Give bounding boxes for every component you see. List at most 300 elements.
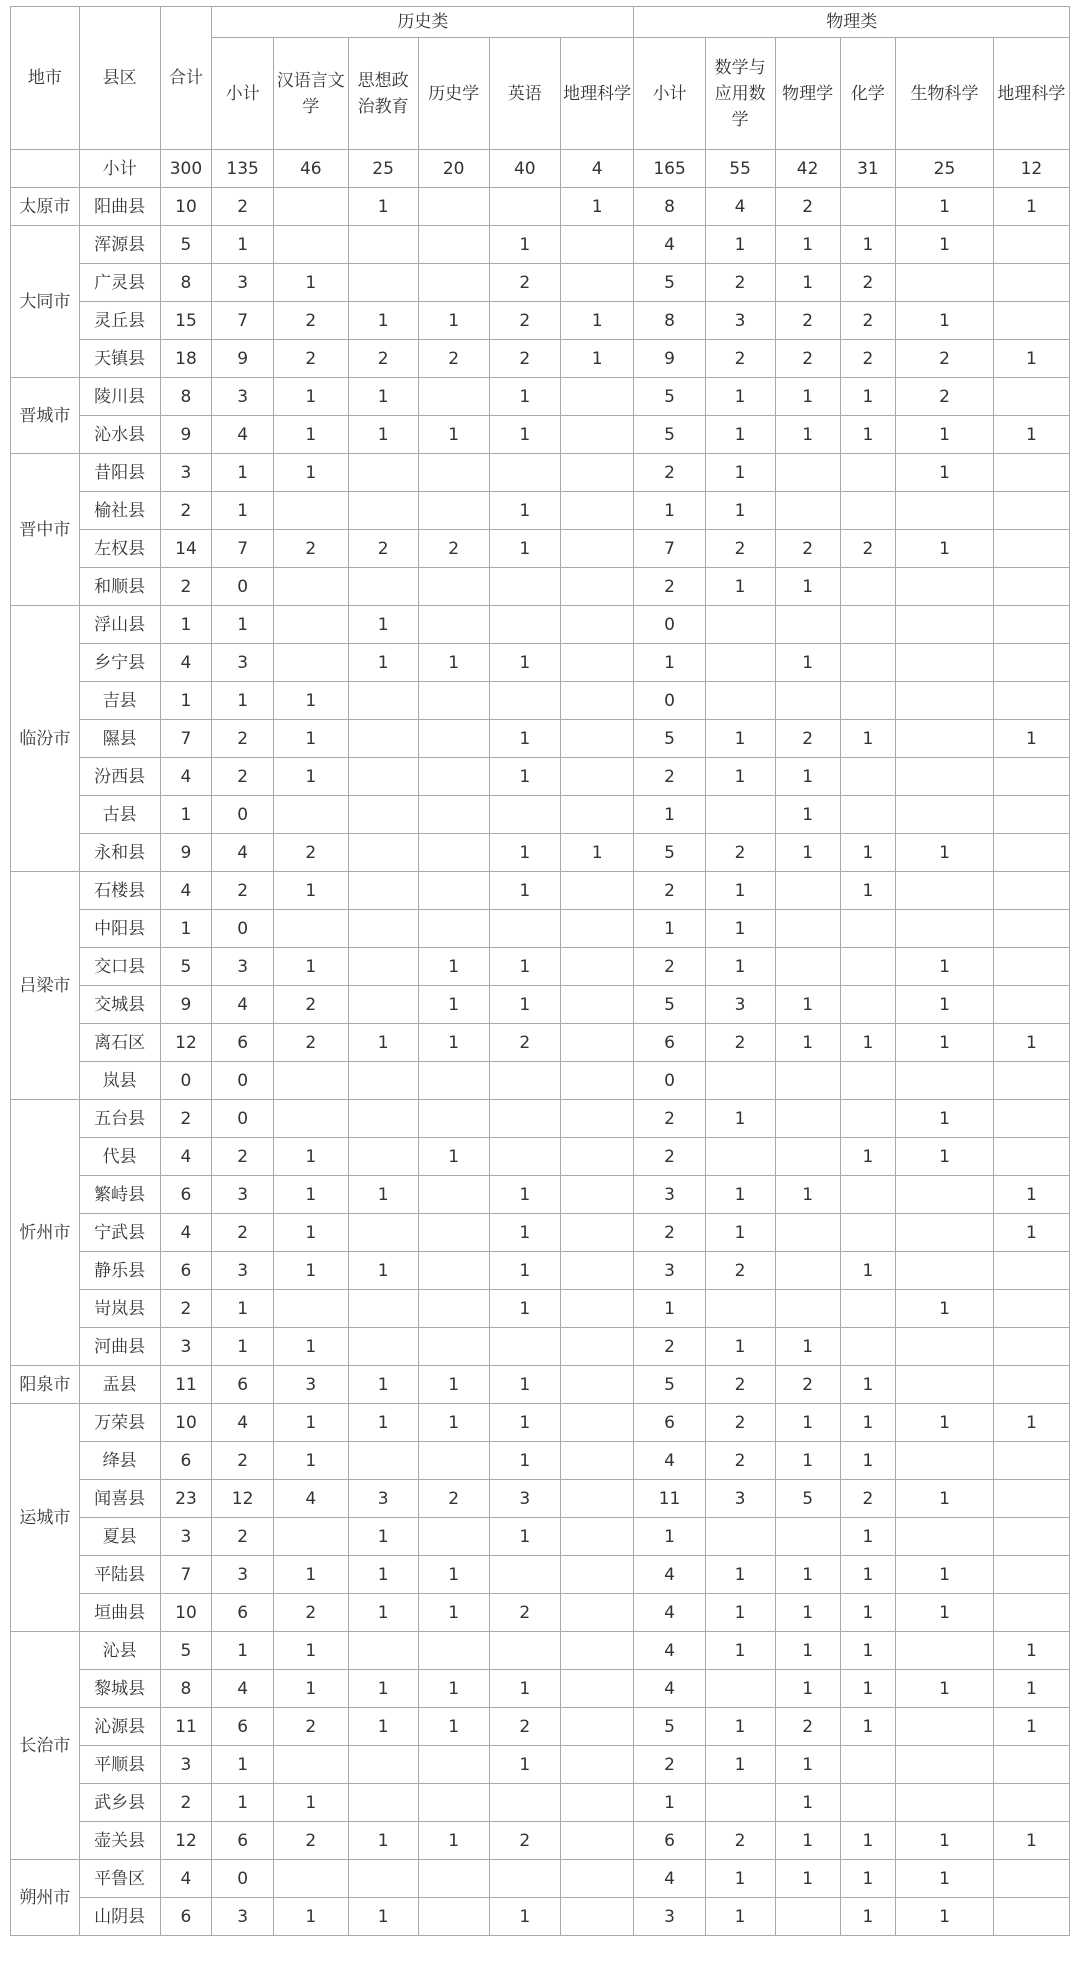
count-cell: 1 xyxy=(348,1898,418,1936)
count-cell: 2 xyxy=(634,1138,705,1176)
count-cell: 3 xyxy=(212,1176,274,1214)
count-cell: 11 xyxy=(634,1480,705,1518)
count-cell: 1 xyxy=(705,378,775,416)
count-cell xyxy=(348,1100,418,1138)
count-cell: 1 xyxy=(348,1176,418,1214)
count-cell xyxy=(993,1100,1069,1138)
header-total: 合计 xyxy=(160,7,212,150)
count-cell: 2 xyxy=(634,454,705,492)
count-cell: 1 xyxy=(489,720,560,758)
count-cell: 1 xyxy=(993,1708,1069,1746)
count-cell xyxy=(993,378,1069,416)
county-cell: 沁源县 xyxy=(79,1708,160,1746)
count-cell: 1 xyxy=(993,1024,1069,1062)
count-cell: 2 xyxy=(160,1290,212,1328)
count-cell: 2 xyxy=(840,302,895,340)
count-cell xyxy=(348,492,418,530)
count-cell: 1 xyxy=(705,1100,775,1138)
table-row xyxy=(11,1024,1070,1062)
count-cell: 15 xyxy=(160,302,212,340)
count-cell: 1 xyxy=(273,1556,348,1594)
count-cell: 1 xyxy=(489,1670,560,1708)
subtotal-cell: 25 xyxy=(348,150,418,188)
subtotal-cell: 42 xyxy=(775,150,840,188)
count-cell xyxy=(896,1746,994,1784)
count-cell: 1 xyxy=(840,1024,895,1062)
count-cell xyxy=(489,1784,560,1822)
count-cell xyxy=(560,910,634,948)
count-cell: 6 xyxy=(634,1822,705,1860)
count-cell: 2 xyxy=(705,340,775,378)
count-cell: 6 xyxy=(160,1898,212,1936)
table-row xyxy=(11,644,1070,682)
count-cell: 0 xyxy=(212,796,274,834)
count-cell: 3 xyxy=(705,1480,775,1518)
count-cell xyxy=(418,720,489,758)
count-cell xyxy=(840,1214,895,1252)
count-cell: 2 xyxy=(489,1024,560,1062)
count-cell xyxy=(418,1062,489,1100)
county-cell: 灵丘县 xyxy=(79,302,160,340)
count-cell xyxy=(993,834,1069,872)
count-cell: 1 xyxy=(273,948,348,986)
count-cell: 1 xyxy=(212,492,274,530)
count-cell xyxy=(418,1214,489,1252)
count-cell xyxy=(993,1366,1069,1404)
count-cell: 2 xyxy=(160,568,212,606)
count-cell: 8 xyxy=(160,378,212,416)
count-cell: 2 xyxy=(840,264,895,302)
count-cell: 9 xyxy=(160,834,212,872)
count-cell: 1 xyxy=(348,1404,418,1442)
count-cell: 3 xyxy=(160,1746,212,1784)
count-cell: 2 xyxy=(896,378,994,416)
count-cell: 1 xyxy=(212,226,274,264)
count-cell: 2 xyxy=(634,1100,705,1138)
count-cell xyxy=(840,606,895,644)
count-cell: 2 xyxy=(273,1822,348,1860)
count-cell xyxy=(896,1062,994,1100)
count-cell: 1 xyxy=(273,758,348,796)
count-cell: 11 xyxy=(160,1708,212,1746)
count-cell xyxy=(560,1860,634,1898)
count-cell xyxy=(993,796,1069,834)
count-cell: 23 xyxy=(160,1480,212,1518)
count-cell: 1 xyxy=(840,1860,895,1898)
count-cell: 2 xyxy=(212,720,274,758)
count-cell: 6 xyxy=(212,1594,274,1632)
count-cell xyxy=(489,1100,560,1138)
count-cell: 1 xyxy=(896,1100,994,1138)
count-cell xyxy=(348,1784,418,1822)
count-cell: 2 xyxy=(212,1214,274,1252)
count-cell xyxy=(348,1746,418,1784)
count-cell xyxy=(418,1100,489,1138)
county-cell: 河曲县 xyxy=(79,1328,160,1366)
count-cell: 1 xyxy=(705,720,775,758)
count-cell xyxy=(560,1518,634,1556)
count-cell: 1 xyxy=(273,416,348,454)
count-cell xyxy=(840,758,895,796)
count-cell: 4 xyxy=(212,1670,274,1708)
count-cell xyxy=(993,1746,1069,1784)
count-cell: 5 xyxy=(634,264,705,302)
count-cell: 3 xyxy=(634,1898,705,1936)
count-cell xyxy=(705,1784,775,1822)
count-cell: 1 xyxy=(489,416,560,454)
county-cell: 平鲁区 xyxy=(79,1860,160,1898)
count-cell: 2 xyxy=(273,1594,348,1632)
count-cell xyxy=(705,1670,775,1708)
count-cell: 1 xyxy=(418,1138,489,1176)
county-cell: 古县 xyxy=(79,796,160,834)
count-cell: 1 xyxy=(705,568,775,606)
count-cell xyxy=(418,378,489,416)
count-cell xyxy=(348,910,418,948)
city-cell: 晋城市 xyxy=(11,378,80,454)
header-chinese-literature: 汉语言文学 xyxy=(273,38,348,150)
table-row xyxy=(11,1594,1070,1632)
count-cell xyxy=(560,1100,634,1138)
count-cell xyxy=(993,682,1069,720)
count-cell xyxy=(418,1518,489,1556)
count-cell xyxy=(560,1784,634,1822)
count-cell xyxy=(418,682,489,720)
count-cell: 5 xyxy=(775,1480,840,1518)
count-cell xyxy=(348,1138,418,1176)
count-cell xyxy=(560,1328,634,1366)
count-cell xyxy=(273,492,348,530)
count-cell: 2 xyxy=(634,568,705,606)
count-cell: 1 xyxy=(489,492,560,530)
count-cell xyxy=(560,606,634,644)
city-cell: 临汾市 xyxy=(11,606,80,872)
county-cell: 闻喜县 xyxy=(79,1480,160,1518)
count-cell: 3 xyxy=(705,986,775,1024)
count-cell: 1 xyxy=(418,416,489,454)
count-cell: 1 xyxy=(840,1518,895,1556)
count-cell xyxy=(775,948,840,986)
count-cell xyxy=(993,492,1069,530)
count-cell: 1 xyxy=(560,302,634,340)
count-cell xyxy=(560,1632,634,1670)
count-cell: 1 xyxy=(705,454,775,492)
count-cell: 10 xyxy=(160,188,212,226)
count-cell: 0 xyxy=(634,606,705,644)
count-cell: 1 xyxy=(840,1708,895,1746)
count-cell: 1 xyxy=(993,1632,1069,1670)
count-cell: 4 xyxy=(273,1480,348,1518)
count-cell: 0 xyxy=(634,682,705,720)
count-cell: 7 xyxy=(212,530,274,568)
count-cell xyxy=(348,796,418,834)
count-cell xyxy=(896,1708,994,1746)
count-cell: 4 xyxy=(212,834,274,872)
count-cell xyxy=(560,1138,634,1176)
count-cell: 1 xyxy=(840,1556,895,1594)
count-cell: 1 xyxy=(705,1860,775,1898)
count-cell: 1 xyxy=(273,1138,348,1176)
count-cell: 2 xyxy=(775,1708,840,1746)
county-cell: 隰县 xyxy=(79,720,160,758)
count-cell: 0 xyxy=(212,1100,274,1138)
count-cell: 1 xyxy=(775,1746,840,1784)
count-cell: 1 xyxy=(212,682,274,720)
count-cell xyxy=(489,910,560,948)
count-cell xyxy=(896,910,994,948)
count-cell: 3 xyxy=(212,1898,274,1936)
count-cell xyxy=(775,1898,840,1936)
table-row xyxy=(11,606,1070,644)
city-cell: 运城市 xyxy=(11,1404,80,1632)
count-cell: 1 xyxy=(775,264,840,302)
count-cell xyxy=(489,1632,560,1670)
count-cell xyxy=(273,188,348,226)
count-cell: 1 xyxy=(489,1366,560,1404)
county-cell: 榆社县 xyxy=(79,492,160,530)
count-cell: 1 xyxy=(993,340,1069,378)
count-cell xyxy=(560,1822,634,1860)
subtotal-cell: 165 xyxy=(634,150,705,188)
count-cell xyxy=(993,948,1069,986)
count-cell: 2 xyxy=(896,340,994,378)
table-row xyxy=(11,1708,1070,1746)
count-cell xyxy=(560,492,634,530)
count-cell: 2 xyxy=(273,1024,348,1062)
count-cell xyxy=(993,1252,1069,1290)
count-cell: 1 xyxy=(840,416,895,454)
count-cell: 1 xyxy=(775,568,840,606)
count-cell xyxy=(418,1176,489,1214)
count-cell xyxy=(896,606,994,644)
count-cell: 1 xyxy=(705,1898,775,1936)
count-cell xyxy=(418,188,489,226)
count-cell xyxy=(348,1632,418,1670)
count-cell: 1 xyxy=(273,1176,348,1214)
count-cell: 1 xyxy=(418,948,489,986)
count-cell: 5 xyxy=(634,1366,705,1404)
count-cell xyxy=(993,568,1069,606)
count-cell xyxy=(560,720,634,758)
count-cell: 4 xyxy=(634,1442,705,1480)
count-cell xyxy=(840,1746,895,1784)
count-cell: 1 xyxy=(634,1784,705,1822)
count-cell: 1 xyxy=(160,682,212,720)
count-cell: 1 xyxy=(993,188,1069,226)
header-chemistry: 化学 xyxy=(840,38,895,150)
count-cell: 1 xyxy=(840,1138,895,1176)
count-cell: 4 xyxy=(212,416,274,454)
count-cell xyxy=(840,1328,895,1366)
count-cell xyxy=(993,1594,1069,1632)
count-cell: 1 xyxy=(775,1670,840,1708)
count-cell xyxy=(896,1328,994,1366)
table-row xyxy=(11,1252,1070,1290)
count-cell xyxy=(418,758,489,796)
count-cell: 2 xyxy=(212,1138,274,1176)
count-cell: 1 xyxy=(273,264,348,302)
county-cell: 平顺县 xyxy=(79,1746,160,1784)
table-row xyxy=(11,530,1070,568)
subtotal-label: 小计 xyxy=(79,150,160,188)
count-cell: 2 xyxy=(775,340,840,378)
count-cell xyxy=(705,644,775,682)
county-cell: 夏县 xyxy=(79,1518,160,1556)
subtotal-cell: 55 xyxy=(705,150,775,188)
city-cell: 大同市 xyxy=(11,226,80,378)
count-cell: 1 xyxy=(560,834,634,872)
count-cell: 1 xyxy=(775,644,840,682)
count-cell: 2 xyxy=(705,1442,775,1480)
count-cell: 2 xyxy=(840,340,895,378)
count-cell xyxy=(993,302,1069,340)
county-cell: 交口县 xyxy=(79,948,160,986)
count-cell: 1 xyxy=(489,948,560,986)
count-cell: 3 xyxy=(273,1366,348,1404)
count-cell: 1 xyxy=(775,1556,840,1594)
count-cell xyxy=(418,226,489,264)
count-cell: 1 xyxy=(705,1632,775,1670)
count-cell: 1 xyxy=(840,1404,895,1442)
count-cell: 1 xyxy=(560,188,634,226)
count-cell xyxy=(418,1898,489,1936)
count-cell xyxy=(489,1328,560,1366)
count-cell: 1 xyxy=(896,1290,994,1328)
count-cell: 4 xyxy=(634,1860,705,1898)
count-cell xyxy=(896,1214,994,1252)
count-cell: 6 xyxy=(212,1366,274,1404)
table-row xyxy=(11,1898,1070,1936)
count-cell xyxy=(273,1860,348,1898)
count-cell xyxy=(273,910,348,948)
count-cell: 2 xyxy=(212,188,274,226)
count-cell: 1 xyxy=(160,606,212,644)
count-cell: 4 xyxy=(705,188,775,226)
subtotal-cell: 300 xyxy=(160,150,212,188)
count-cell xyxy=(993,1328,1069,1366)
count-cell: 7 xyxy=(160,1556,212,1594)
count-cell xyxy=(348,720,418,758)
count-cell xyxy=(560,796,634,834)
count-cell xyxy=(896,1366,994,1404)
count-cell: 1 xyxy=(348,1708,418,1746)
count-cell: 1 xyxy=(896,1404,994,1442)
count-cell: 4 xyxy=(634,1632,705,1670)
count-cell xyxy=(489,454,560,492)
count-cell: 1 xyxy=(896,948,994,986)
table-row xyxy=(11,1822,1070,1860)
count-cell xyxy=(560,1898,634,1936)
count-cell xyxy=(418,568,489,606)
county-cell: 乡宁县 xyxy=(79,644,160,682)
count-cell: 1 xyxy=(775,796,840,834)
count-cell: 3 xyxy=(212,378,274,416)
count-cell: 1 xyxy=(418,644,489,682)
count-cell: 1 xyxy=(418,1670,489,1708)
count-cell xyxy=(896,1632,994,1670)
count-cell xyxy=(348,758,418,796)
count-cell xyxy=(993,1290,1069,1328)
county-cell: 和顺县 xyxy=(79,568,160,606)
count-cell xyxy=(840,454,895,492)
count-cell xyxy=(993,606,1069,644)
count-cell: 3 xyxy=(160,1518,212,1556)
count-cell: 6 xyxy=(634,1024,705,1062)
count-cell: 6 xyxy=(212,1708,274,1746)
count-cell: 1 xyxy=(348,1594,418,1632)
count-cell xyxy=(705,796,775,834)
count-cell: 14 xyxy=(160,530,212,568)
count-cell xyxy=(993,264,1069,302)
count-cell: 1 xyxy=(775,378,840,416)
count-cell xyxy=(560,454,634,492)
count-cell: 1 xyxy=(489,758,560,796)
count-cell: 3 xyxy=(212,644,274,682)
count-cell: 3 xyxy=(212,948,274,986)
count-cell: 1 xyxy=(775,1784,840,1822)
count-cell xyxy=(840,910,895,948)
count-cell: 1 xyxy=(705,1556,775,1594)
count-cell xyxy=(560,1214,634,1252)
count-cell xyxy=(775,1062,840,1100)
count-cell: 1 xyxy=(489,1442,560,1480)
count-cell: 2 xyxy=(705,1366,775,1404)
table-row xyxy=(11,834,1070,872)
count-cell xyxy=(418,1290,489,1328)
count-cell xyxy=(896,758,994,796)
count-cell xyxy=(273,796,348,834)
city-cell: 晋中市 xyxy=(11,454,80,606)
count-cell xyxy=(896,264,994,302)
count-cell: 2 xyxy=(418,1480,489,1518)
count-cell: 1 xyxy=(775,1632,840,1670)
count-cell: 6 xyxy=(634,1404,705,1442)
header-physics-group: 物理类 xyxy=(634,7,1070,38)
count-cell: 1 xyxy=(273,1898,348,1936)
count-cell: 6 xyxy=(212,1822,274,1860)
county-cell: 繁峙县 xyxy=(79,1176,160,1214)
count-cell xyxy=(775,1100,840,1138)
count-cell: 1 xyxy=(840,1252,895,1290)
count-cell: 1 xyxy=(896,1138,994,1176)
count-cell: 1 xyxy=(896,454,994,492)
count-cell xyxy=(348,568,418,606)
count-cell xyxy=(348,1214,418,1252)
count-cell: 7 xyxy=(212,302,274,340)
count-cell: 9 xyxy=(212,340,274,378)
count-cell: 1 xyxy=(896,1860,994,1898)
count-cell: 1 xyxy=(212,606,274,644)
table-row xyxy=(11,1062,1070,1100)
count-cell: 1 xyxy=(775,834,840,872)
table-row xyxy=(11,1442,1070,1480)
header-physics-geography: 地理科学 xyxy=(993,38,1069,150)
count-cell xyxy=(489,1556,560,1594)
count-cell xyxy=(840,948,895,986)
count-cell xyxy=(840,644,895,682)
count-cell: 1 xyxy=(775,1328,840,1366)
count-cell: 1 xyxy=(775,416,840,454)
count-cell: 1 xyxy=(273,1328,348,1366)
count-cell: 4 xyxy=(634,1556,705,1594)
count-cell: 2 xyxy=(273,530,348,568)
count-cell xyxy=(896,1176,994,1214)
table-row xyxy=(11,1176,1070,1214)
count-cell: 1 xyxy=(489,872,560,910)
count-cell: 1 xyxy=(775,1822,840,1860)
count-cell: 1 xyxy=(896,188,994,226)
count-cell: 1 xyxy=(489,226,560,264)
